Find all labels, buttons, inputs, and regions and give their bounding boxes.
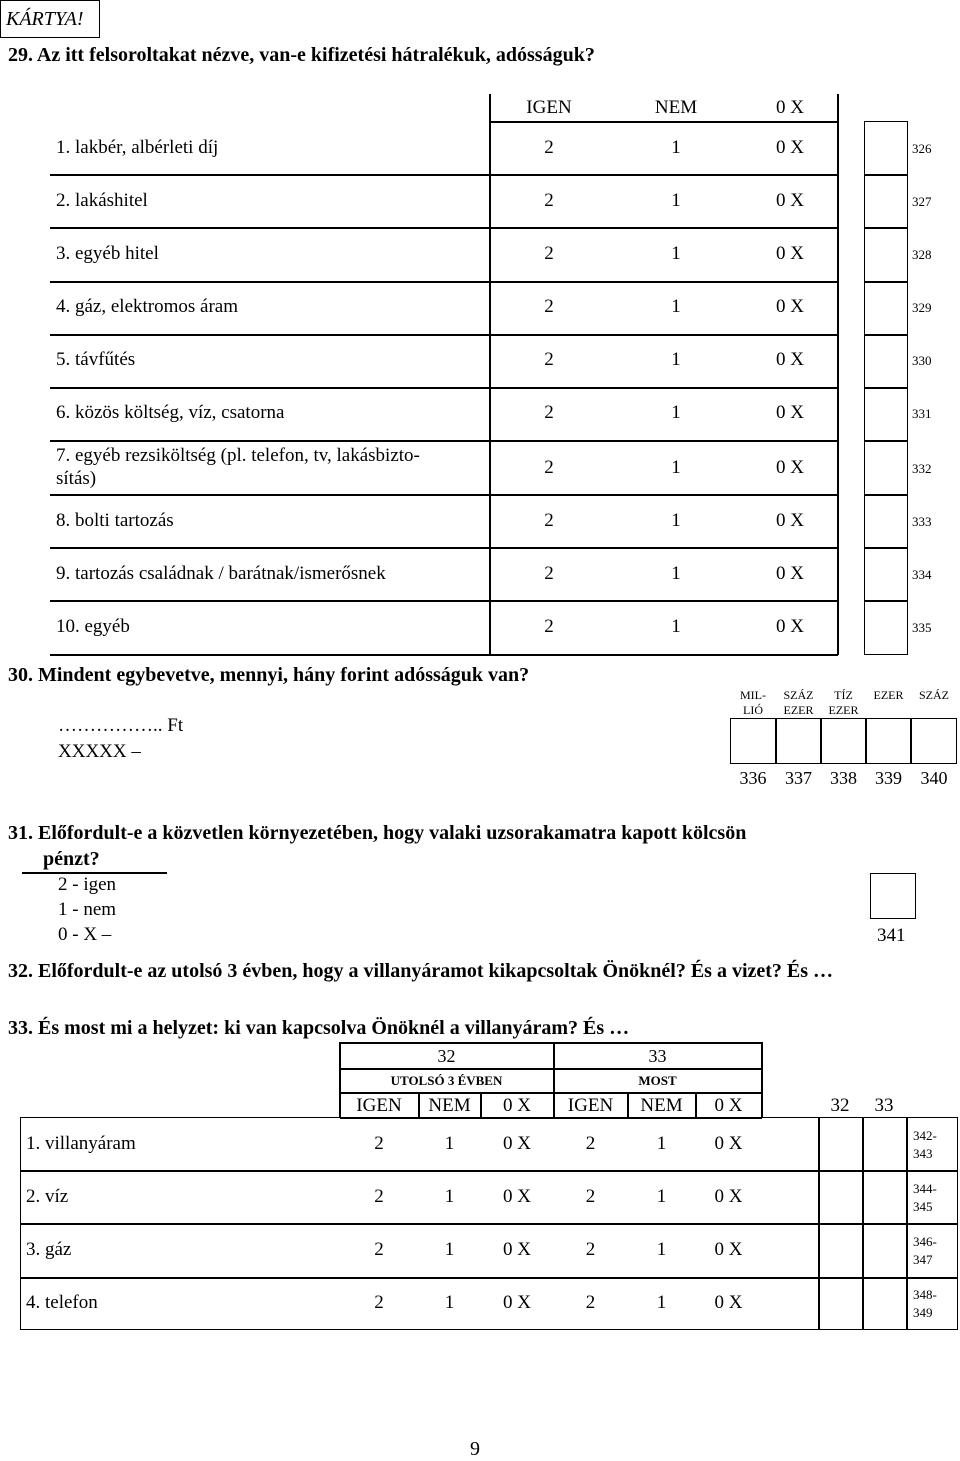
q33-group-label: MOST [638, 1073, 677, 1088]
q29-row-label: 2. lakáshitel [56, 190, 148, 211]
q33-row-label: 3. gáz [26, 1239, 72, 1260]
q33-code[interactable]: 1 [444, 1186, 455, 1207]
q33-var-code: 348- 349 [913, 1287, 937, 1320]
q33-code[interactable]: 0 X [714, 1186, 743, 1207]
q29-row-label-line2: sítás) [56, 468, 97, 489]
q30-digit-header: TÍZ EZER [828, 688, 859, 717]
q29-code-refuse[interactable]: 0 X [776, 296, 804, 317]
q29-code-nem[interactable]: 1 [671, 457, 681, 478]
q29-var-code: 327 [912, 194, 932, 209]
q31-option-refuse[interactable]: 0 - X – [58, 924, 112, 945]
q33-code[interactable]: 0 X [714, 1292, 743, 1313]
q29-code-nem[interactable]: 1 [671, 296, 681, 317]
q29-var-code: 332 [912, 461, 932, 476]
q29-var-code: 330 [912, 353, 932, 368]
q29-code-igen[interactable]: 2 [544, 457, 554, 478]
q29-row-label: 5. távfűtés [56, 349, 136, 370]
q29-code-igen[interactable]: 2 [544, 137, 554, 158]
q29-code-nem[interactable]: 1 [671, 402, 681, 423]
q33-header-igen: IGEN [356, 1095, 402, 1116]
q29-row-label: 3. egyéb hitel [56, 243, 159, 264]
q29-code-refuse[interactable]: 0 X [776, 616, 804, 637]
q29-code-refuse[interactable]: 0 X [776, 190, 804, 211]
question-32-title: 32. Előfordult-e az utolsó 3 évben, hogy a villanyáramot kikapcsoltak Önöknél? És a vizet? És … [8, 960, 834, 982]
q33-code[interactable]: 0 X [503, 1133, 531, 1154]
q29-code-igen[interactable]: 2 [544, 616, 554, 637]
q33-var-code: 346- 347 [913, 1234, 937, 1267]
q29-code-refuse[interactable]: 0 X [776, 349, 804, 370]
q33-header-igen: IGEN [567, 1095, 614, 1116]
q33-code[interactable]: 2 [374, 1133, 384, 1154]
q29-header-refuse: 0 X [776, 97, 804, 118]
q29-header-nem: NEM [654, 97, 698, 118]
q29-var-code: 329 [912, 300, 932, 315]
q29-row-label: 9. tartozás családnak / barátnak/ismerősnek [56, 563, 386, 584]
q30-answer-ft[interactable]: …………….. Ft [58, 715, 184, 736]
q29-code-nem[interactable]: 1 [671, 510, 681, 531]
q30-digit-boxes[interactable] [730, 718, 957, 764]
q29-code-nem[interactable]: 1 [671, 563, 681, 584]
q29-code-nem[interactable]: 1 [671, 243, 681, 264]
q33-code[interactable]: 2 [374, 1186, 384, 1207]
q29-code-igen[interactable]: 2 [544, 510, 554, 531]
card-label: KÁRTYA! [0, 0, 100, 38]
q31-option-yes[interactable]: 2 - igen [58, 874, 117, 895]
question-29-title: 29. Az itt felsoroltakat nézve, van-e kifizetési hátralékuk, adósságuk? [8, 44, 595, 66]
q29-row-label: 4. gáz, elektromos áram [56, 296, 239, 317]
q29-code-refuse[interactable]: 0 X [776, 402, 804, 423]
q33-code[interactable]: 1 [444, 1239, 455, 1260]
q29-var-code: 328 [912, 247, 932, 262]
q29-var-code: 335 [912, 620, 932, 635]
q29-code-refuse[interactable]: 0 X [776, 457, 804, 478]
q29-code-refuse[interactable]: 0 X [776, 243, 804, 264]
q30-refuse-code[interactable]: XXXXX – [58, 741, 141, 762]
q29-code-igen[interactable]: 2 [544, 402, 554, 423]
q33-var-code: 344- 345 [913, 1181, 937, 1214]
q29-code-igen[interactable]: 2 [544, 190, 554, 211]
q29-code-igen[interactable]: 2 [544, 296, 554, 317]
q30-var-code: 340 [920, 768, 948, 788]
q29-header-igen: IGEN [526, 97, 572, 118]
q30-var-code: 339 [875, 768, 902, 788]
q31-option-no[interactable]: 1 - nem [58, 899, 117, 920]
q33-code[interactable]: 1 [444, 1133, 455, 1154]
question-30-title: 30. Mindent egybevetve, mennyi, hány forint adósságuk van? [8, 664, 530, 686]
q33-row-label: 4. telefon [26, 1292, 98, 1313]
q29-var-code: 333 [912, 514, 932, 529]
q33-code[interactable]: 0 X [503, 1186, 531, 1207]
q31-answer-box[interactable] [870, 873, 916, 919]
q33-code[interactable]: 2 [585, 1133, 596, 1154]
q33-group-number: 32 [437, 1046, 456, 1066]
q33-row-label: 1. villanyáram [26, 1133, 136, 1154]
q29-row-label-line1: 7. egyéb rezsiköltség (pl. telefon, tv, lakásbizto- [56, 445, 420, 466]
q33-code[interactable]: 1 [656, 1239, 667, 1260]
q33-code[interactable]: 0 X [503, 1239, 531, 1260]
q33-group-number: 33 [648, 1046, 667, 1066]
q30-digit-header: MIL- LIÓ [740, 688, 766, 717]
q33-row-label: 2. víz [26, 1186, 69, 1207]
q29-var-code: 326 [912, 141, 932, 156]
q33-header-refuse: 0 X [714, 1095, 743, 1116]
q33-code[interactable]: 1 [656, 1133, 667, 1154]
question-31-title-line2: pénzt? [43, 848, 100, 870]
q33-code[interactable]: 0 X [714, 1239, 743, 1260]
q33-group-label: UTOLSÓ 3 ÉVBEN [390, 1073, 503, 1088]
q33-code[interactable]: 1 [656, 1292, 667, 1313]
q33-code[interactable]: 1 [444, 1292, 455, 1313]
q29-code-nem[interactable]: 1 [671, 616, 681, 637]
q31-var-code: 341 [877, 925, 906, 946]
q29-row-label: 1. lakbér, albérleti díj [56, 137, 219, 158]
q33-var-code: 342- 343 [913, 1128, 937, 1161]
q33-code[interactable]: 0 X [714, 1133, 743, 1154]
q33-code[interactable]: 2 [585, 1239, 596, 1260]
q30-var-code: 336 [739, 768, 767, 788]
q29-code-refuse[interactable]: 0 X [776, 137, 804, 158]
q33-code[interactable]: 2 [585, 1186, 596, 1207]
q33-box-header: 33 [874, 1095, 894, 1116]
q30-digit-header: SZÁZ EZER [783, 688, 814, 717]
q33-header-nem: NEM [428, 1095, 471, 1116]
q30-digit-header: SZÁZ [919, 688, 949, 702]
q29-code-igen[interactable]: 2 [544, 563, 554, 584]
q33-code[interactable]: 2 [374, 1292, 384, 1313]
q30-var-code: 337 [785, 768, 812, 788]
q29-code-refuse[interactable]: 0 X [776, 563, 804, 584]
q29-var-code: 334 [912, 567, 932, 582]
q29-row-label: 8. bolti tartozás [56, 510, 174, 531]
q29-row-label: 10. egyéb [56, 616, 130, 637]
q33-box-header: 32 [830, 1095, 850, 1116]
q33-code[interactable]: 2 [585, 1292, 596, 1313]
question-31-title-line1: 31. Előfordult-e a közvetlen környezetében, hogy valaki uzsorakamatra kapott kölcsön [8, 822, 747, 844]
q33-code[interactable]: 1 [656, 1186, 667, 1207]
q29-code-igen[interactable]: 2 [544, 349, 554, 370]
q33-header-refuse: 0 X [503, 1095, 531, 1116]
q33-code[interactable]: 2 [374, 1239, 384, 1260]
q33-header-nem: NEM [640, 1095, 683, 1116]
q29-row-label: 6. közös költség, víz, csatorna [56, 402, 285, 423]
q29-code-refuse[interactable]: 0 X [776, 510, 804, 531]
q29-code-nem[interactable]: 1 [671, 137, 681, 158]
q29-var-code: 331 [912, 406, 932, 421]
question-33-title: 33. És most mi a helyzet: ki van kapcsolva Önöknél a villanyáram? És … [8, 1017, 630, 1039]
q29-code-nem[interactable]: 1 [671, 190, 681, 211]
q29-code-nem[interactable]: 1 [671, 349, 681, 370]
q30-digit-header: EZER [873, 688, 904, 702]
q29-code-igen[interactable]: 2 [544, 243, 554, 264]
page-number: 9 [470, 1438, 480, 1460]
q33-code[interactable]: 0 X [503, 1292, 531, 1313]
q30-var-code: 338 [830, 768, 857, 788]
